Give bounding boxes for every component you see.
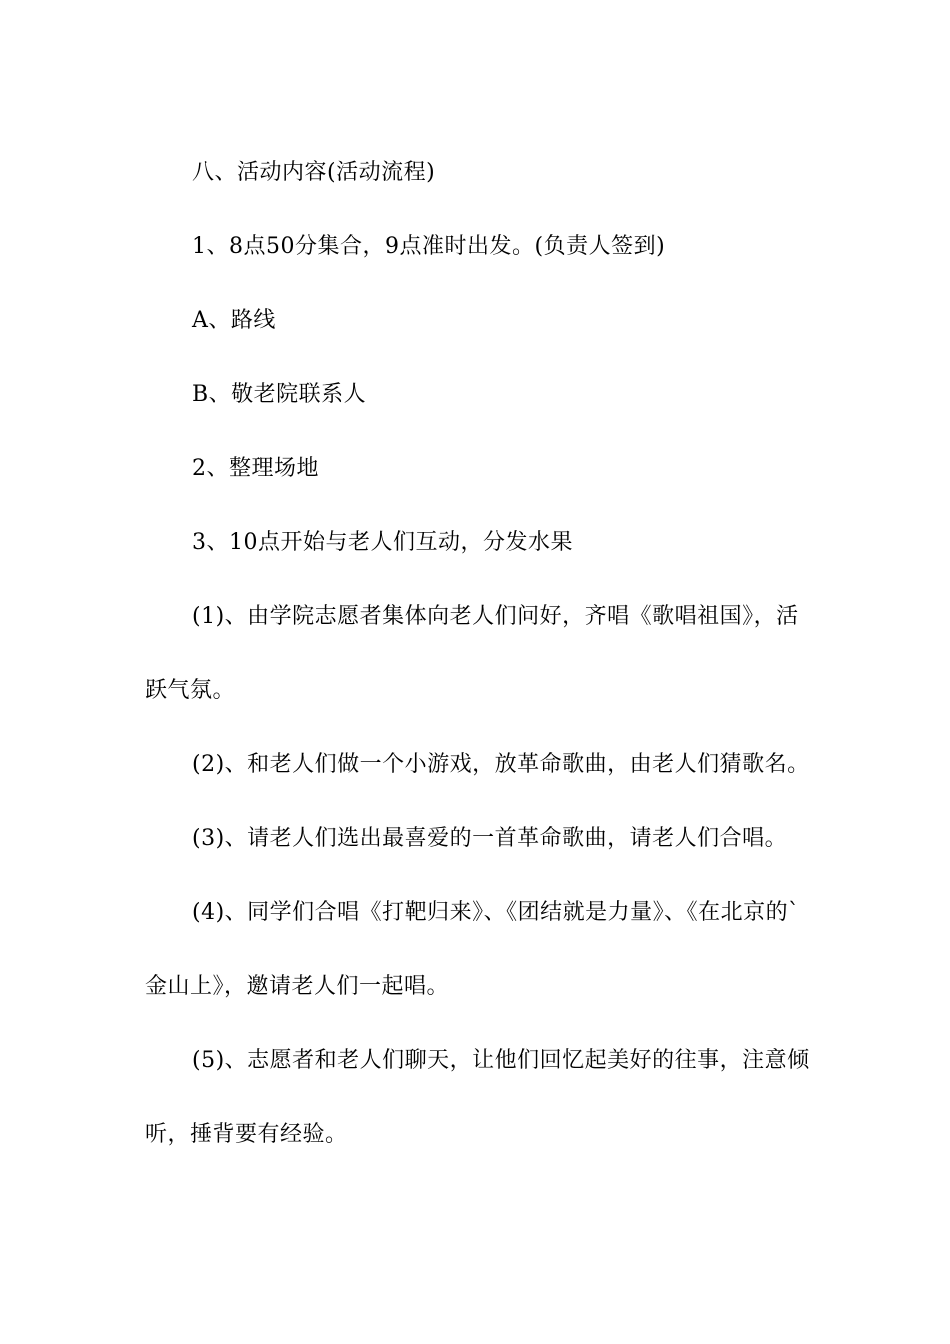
paragraph-venue-setup: 2、整理场地 bbox=[192, 456, 319, 481]
paragraph-item-4: (4)、同学们合唱《打靶归来》、《团结就是力量》、《在北京的`金山上》，邀请老人们一起唱。 bbox=[145, 900, 800, 999]
paragraph-item-3: (3)、请老人们选出最喜爱的一首革命歌曲，请老人们合唱。 bbox=[192, 826, 788, 851]
paragraph-assembly-time: 1、8点50分集合，9点准时出发。(负责人签到) bbox=[192, 234, 666, 259]
paragraph-interaction: 3、10点开始与老人们互动，分发水果 bbox=[192, 530, 573, 555]
section-heading: 八、活动内容(活动流程) bbox=[192, 160, 436, 185]
paragraph-item-1: (1)、由学院志愿者集体向老人们问好，齐唱《歌唱祖国》，活跃气氛。 bbox=[145, 604, 799, 703]
paragraph-item-5: (5)、志愿者和老人们聊天，让他们回忆起美好的往事，注意倾听，捶背要有经验。 bbox=[145, 1048, 810, 1147]
paragraph-contact: B、敬老院联系人 bbox=[192, 382, 367, 407]
paragraph-route: A、路线 bbox=[192, 308, 276, 333]
paragraph-item-2: (2)、和老人们做一个小游戏，放革命歌曲，由老人们猜歌名。 bbox=[192, 752, 810, 777]
